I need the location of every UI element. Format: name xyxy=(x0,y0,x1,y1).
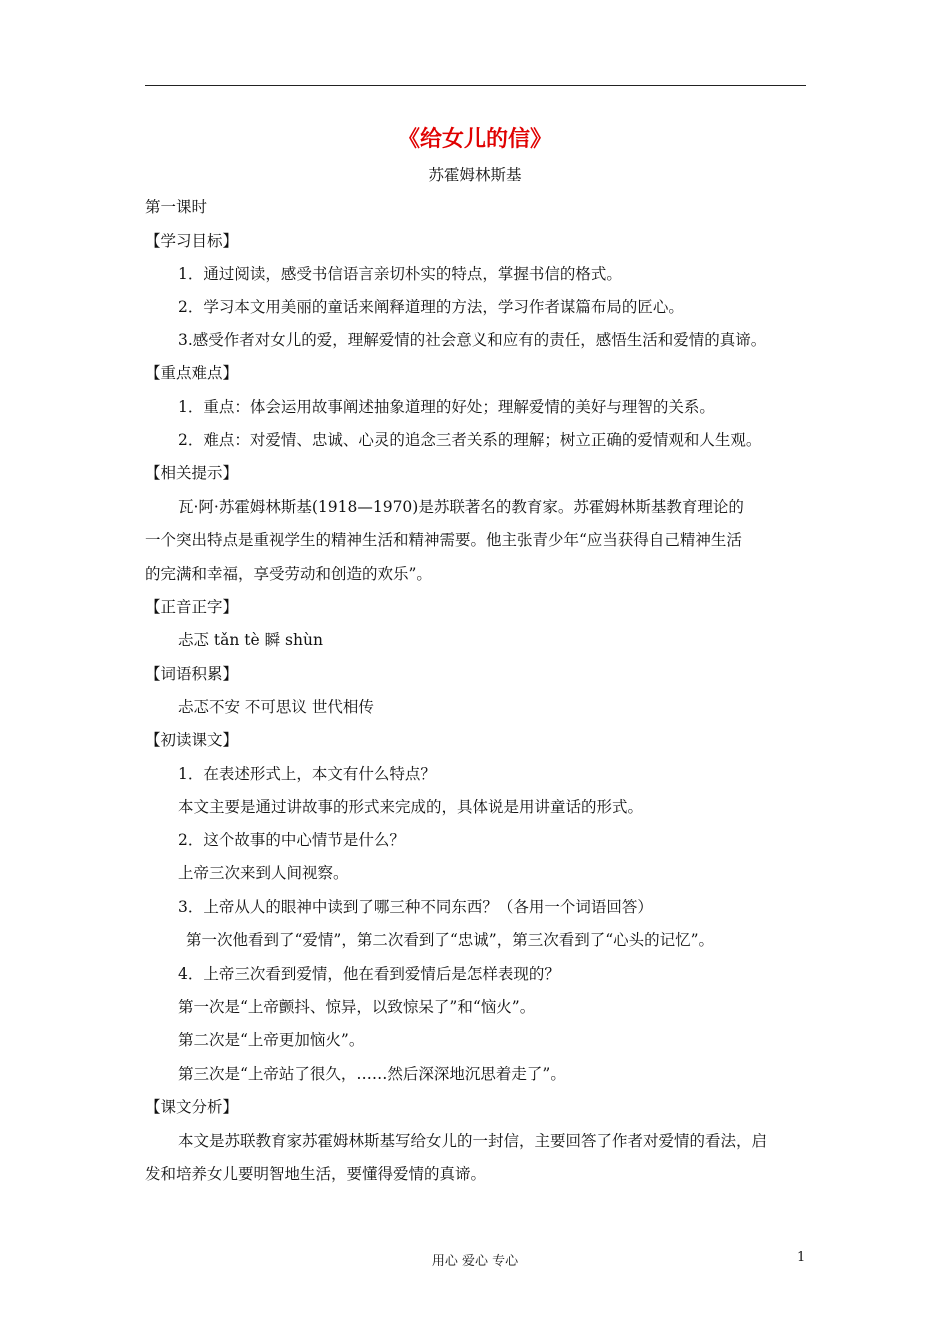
text-line: 忐忑 tǎn tè 瞬 shùn xyxy=(178,631,323,649)
text-line: 2．难点：对爱情、忠诚、心灵的追念三者关系的理解；树立正确的爱情观和人生观。 xyxy=(178,431,762,449)
page-number: 1 xyxy=(797,1250,806,1265)
text-line: 4．上帝三次看到爱情，他在看到爱情后是怎样表现的？ xyxy=(178,965,560,983)
text-line: 忐忑不安 不可思议 世代相传 xyxy=(178,698,374,716)
text-line: 一个突出特点是重视学生的精神生活和精神需要。他主张青少年“应当获得自己精神生活 xyxy=(145,531,742,549)
text-line: 第二次是“上帝更加恼火”。 xyxy=(178,1031,365,1049)
text-line: 3.感受作者对女儿的爱，理解爱情的社会意义和应有的责任，感悟生活和爱情的真谛。 xyxy=(178,331,767,349)
header-rule xyxy=(145,85,806,86)
section-heading: 【学习目标】 xyxy=(145,232,239,250)
text-line: 发和培养女儿要明智地生活，要懂得爱情的真谛。 xyxy=(145,1165,487,1183)
footer-motto: 用心 爱心 专心 xyxy=(431,1254,519,1269)
text-line: 3．上帝从人的眼神中读到了哪三种不同东西？（各用一个词语回答） xyxy=(178,898,653,916)
text-line: 上帝三次来到人间视察。 xyxy=(178,864,349,882)
section-heading: 【初读课文】 xyxy=(145,731,239,749)
text-line: 第三次是“上帝站了很久，……然后深深地沉思着走了”。 xyxy=(178,1065,566,1083)
text-line: 第一课时 xyxy=(145,198,208,216)
text-line: 第一次是“上帝颤抖、惊异，以致惊呆了”和“恼火”。 xyxy=(178,998,536,1016)
text-line: 1．通过阅读，感受书信语言亲切朴实的特点，掌握书信的格式。 xyxy=(178,265,622,283)
section-heading: 【课文分析】 xyxy=(145,1098,239,1116)
text-line: 瓦·阿·苏霍姆林斯基(1918—1970)是苏联著名的教育家。苏霍姆林斯基教育理论的 xyxy=(178,498,744,516)
section-heading: 【重点难点】 xyxy=(145,364,239,382)
section-heading: 【词语积累】 xyxy=(145,665,239,683)
author-name: 苏霍姆林斯基 xyxy=(428,166,522,184)
section-heading: 【相关提示】 xyxy=(145,464,239,482)
document-title: 《给女儿的信》 xyxy=(397,127,552,152)
text-line: 1．重点：体会运用故事阐述抽象道理的好处；理解爱情的美好与理智的关系。 xyxy=(178,398,715,416)
text-line: 1．在表述形式上，本文有什么特点？ xyxy=(178,765,436,783)
text-line: 第一次他看到了“爱情”，第二次看到了“忠诚”，第三次看到了“心头的记忆”。 xyxy=(186,931,715,949)
text-line: 本文是苏联教育家苏霍姆林斯基写给女儿的一封信，主要回答了作者对爱情的看法，启 xyxy=(178,1132,768,1150)
text-line: 2．这个故事的中心情节是什么？ xyxy=(178,831,405,849)
text-line: 本文主要是通过讲故事的形式来完成的，具体说是用讲童话的形式。 xyxy=(178,798,644,816)
section-heading: 【正音正字】 xyxy=(145,598,239,616)
text-line: 的完满和幸福，享受劳动和创造的欢乐”。 xyxy=(145,565,432,583)
text-line: 2．学习本文用美丽的童话来阐释道理的方法，学习作者谋篇布局的匠心。 xyxy=(178,298,684,316)
